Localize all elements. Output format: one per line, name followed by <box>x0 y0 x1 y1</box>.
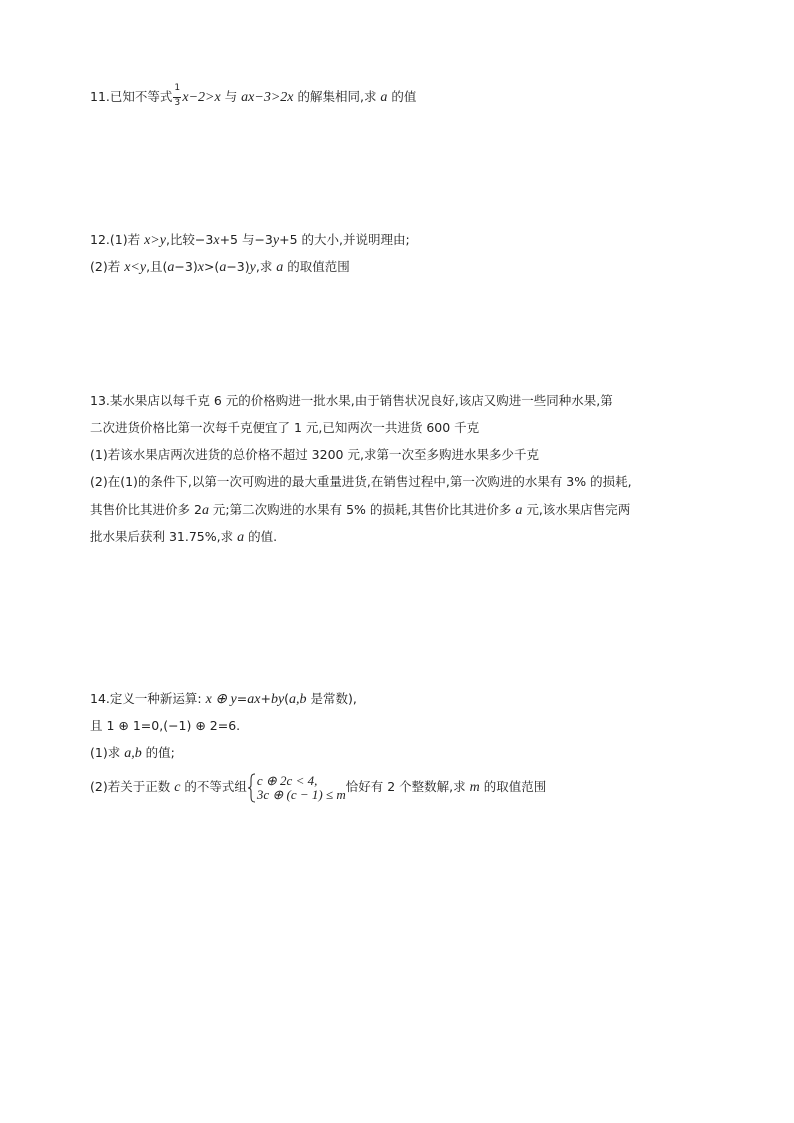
q11-ineq1: x−2>x <box>182 90 221 105</box>
q11-frac-num: 1 <box>174 82 181 93</box>
system-brace <box>247 773 257 803</box>
q13-text: 元;第二次购进的水果有 5% 的损耗,其售价比其进价多 <box>208 502 516 517</box>
q11-end: 的值 <box>387 89 417 104</box>
q14-text: = <box>236 691 248 706</box>
q12-text: 的取值范围 <box>283 259 350 274</box>
q14-var: c <box>174 780 181 795</box>
system-row-1: c ⊕ 2c < 4, <box>256 772 318 788</box>
q12-var: a <box>276 260 284 275</box>
q11-suffix: 的解集相同,求 <box>293 89 381 104</box>
q11-fraction <box>172 82 182 108</box>
question-13-part2-line3 <box>90 528 277 547</box>
q14-var: by <box>270 692 285 707</box>
q12-var: a <box>167 260 175 275</box>
q14-text: + <box>260 691 271 706</box>
question-13-line1: 13.某水果店以每千克 6 元的价格购进一批水果,由于销售状况良好,该店又购进一些同种水果,第 <box>90 393 613 408</box>
q14-var: m <box>469 780 480 795</box>
q14-var: ax <box>247 692 261 707</box>
q13-var: a <box>237 530 245 545</box>
q13-text: 元,该水果店售完两 <box>522 502 631 517</box>
q12-text: +5 的大小,并说明理由; <box>279 232 410 247</box>
q12-text: −3) <box>226 259 250 274</box>
q11-frac-den: 3 <box>174 97 181 108</box>
q12-text: >( <box>203 259 220 274</box>
q12-var: a <box>219 260 227 275</box>
question-12-part2 <box>90 258 350 277</box>
q12-var: x <box>213 233 220 248</box>
q12-text: +5 与−3 <box>219 232 273 247</box>
q12-var: x <box>197 260 204 275</box>
q14-text: (1)求 <box>90 745 125 760</box>
q12-text: ,且( <box>146 259 168 274</box>
q12-text: ,求 <box>255 259 277 274</box>
question-14-line2: 且 1 ⊕ 1=0,(−1) ⊕ 2=6. <box>90 718 241 733</box>
question-13-part1: (1)若该水果店两次进货的总价格不超过 3200 元,求第一次至多购进水果多少千克 <box>90 447 539 462</box>
inequality-system <box>257 774 346 802</box>
q12-var: y <box>249 260 256 275</box>
system-row-2: 3c ⊕ (c − 1) ≤ m <box>256 786 346 802</box>
question-13-part2-line2 <box>90 501 630 520</box>
q14-text: 恰好有 2 个整数解,求 <box>345 779 470 794</box>
q14-text: 14.定义一种新运算: <box>90 691 206 706</box>
q14-text: ( <box>284 691 290 706</box>
q14-var: a,b <box>289 692 307 707</box>
q11-ineq2: ax−3>2x <box>241 90 294 105</box>
q13-var: a <box>515 503 523 518</box>
q14-text: (2)若关于正数 <box>90 779 175 794</box>
question-12-part1 <box>90 231 410 250</box>
question-13-line2: 二次进货价格比第一次每千克便宜了 1 元,已知两次一共进货 600 千克 <box>90 420 480 435</box>
q13-text: 其售价比其进价多 2 <box>90 502 202 517</box>
question-14-line1 <box>90 690 357 709</box>
question-14-part2 <box>90 772 546 803</box>
question-14-part1 <box>90 744 175 763</box>
q12-var: y <box>272 233 280 248</box>
question-13-part2-line1: (2)在(1)的条件下,以第一次可购进的最大重量进货,在销售过程中,第一次购进的水果有 3% 的损耗, <box>90 474 632 489</box>
q12-var: x<y <box>124 260 147 275</box>
q13-var: a <box>201 503 209 518</box>
q14-text: 是常数), <box>306 691 357 706</box>
q11-var: a <box>380 90 388 105</box>
q12-text: −3) <box>174 259 198 274</box>
q12-var: x>y <box>144 233 166 248</box>
q14-var: x ⊕ y <box>205 692 237 707</box>
q11-prefix: 11.已知不等式 <box>90 89 173 104</box>
q14-var: a,b <box>124 746 142 761</box>
q11-mid: 与 <box>220 89 242 104</box>
q13-text: 批水果后获利 31.75%,求 <box>90 529 238 544</box>
question-11 <box>90 82 417 108</box>
q12-text: ,比较−3 <box>165 232 214 247</box>
q12-text: (2)若 <box>90 259 125 274</box>
q13-text: 的值. <box>244 529 278 544</box>
q14-text: 的值; <box>141 745 175 760</box>
q14-text: 的取值范围 <box>479 779 547 794</box>
q14-text: 的不等式组 <box>180 779 247 794</box>
q12-text: 12.(1)若 <box>90 232 145 247</box>
